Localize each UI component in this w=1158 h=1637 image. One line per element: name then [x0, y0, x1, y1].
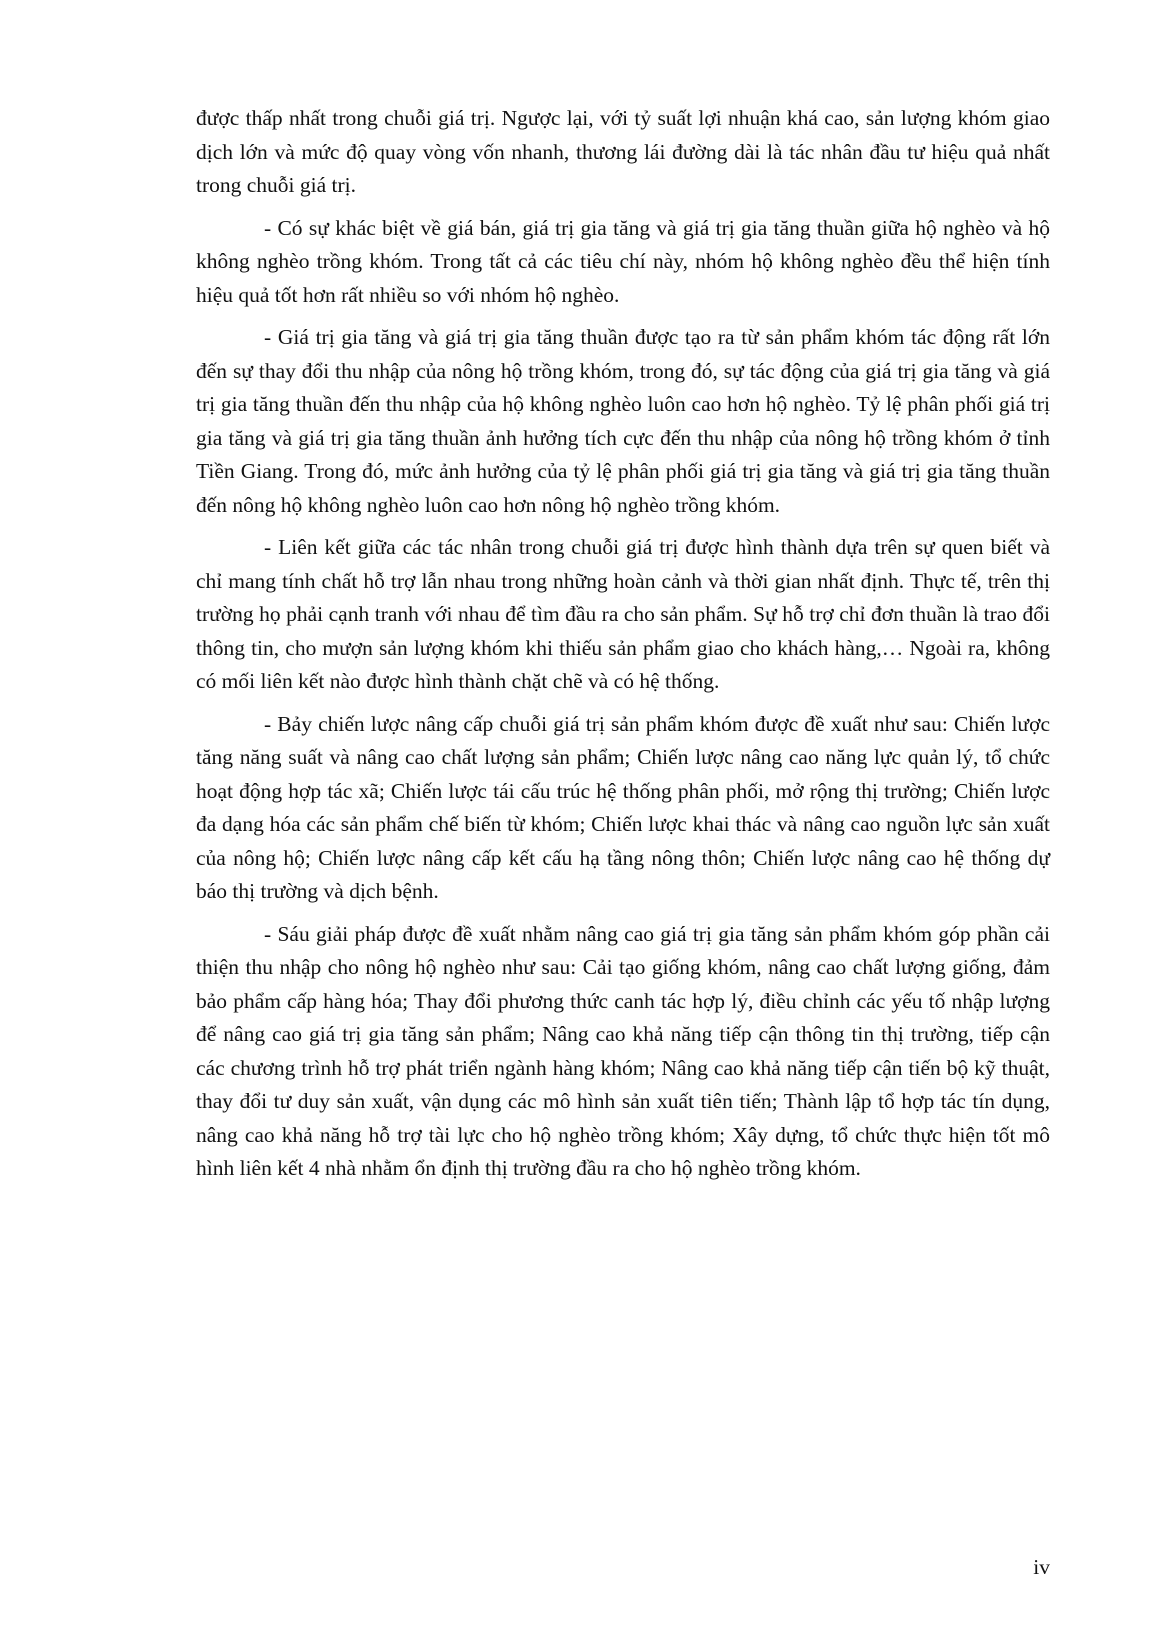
paragraph-continuation: được thấp nhất trong chuỗi giá trị. Ngược lại, với tỷ suất lợi nhuận khá cao, sản lượng khóm giao dịch lớn và mức độ quay vòng vốn nhanh, thương lái đường dài là tác nhân đầu tư hiệu quả nhất trong chuỗi giá trị.	[196, 106, 1050, 197]
paragraph-linkages: - Liên kết giữa các tác nhân trong chuỗi giá trị được hình thành dựa trên sự quen biết và chỉ mang tính chất hỗ trợ lẫn nhau trong những hoàn cảnh và thời gian nhất định. Thực tế, trên thị trường họ phải cạnh tranh với nhau để tìm đầu ra cho sản phẩm. Sự hỗ trợ chỉ đơn thuần là trao đổi thông tin, cho mượn sản lượng khóm khi thiếu sản phẩm giao cho khách hàng,… Ngoài ra, không có mối liên kết nào được hình thành chặt chẽ và có hệ thống.	[196, 535, 1050, 693]
paragraph-value-added-income: - Giá trị gia tăng và giá trị gia tăng thuần được tạo ra từ sản phẩm khóm tác động rất lớn đến sự thay đổi thu nhập của nông hộ trồng khóm, trong đó, sự tác động của giá trị gia tăng và giá trị gia tăng thuần đến thu nhập của hộ không nghèo luôn cao hơn hộ nghèo. Tỷ lệ phân phối giá trị gia tăng và giá trị gia tăng thuần ảnh hưởng tích cực đến thu nhập của nông hộ trồng khóm ở tỉnh Tiền Giang. Trong đó, mức ảnh hưởng của tỷ lệ phân phối giá trị gia tăng và giá trị gia tăng thuần đến nông hộ không nghèo luôn cao hơn nông hộ nghèo trồng khóm.	[196, 325, 1050, 517]
page-number: iv	[1033, 1555, 1050, 1579]
body-text	[196, 102, 1050, 1195]
paragraph-price-difference: - Có sự khác biệt về giá bán, giá trị gia tăng và giá trị gia tăng thuần giữa hộ nghèo và hộ không nghèo trồng khóm. Trong tất cả các tiêu chí này, nhóm hộ không nghèo đều thể hiện tính hiệu quả tốt hơn rất nhiều so với nhóm hộ nghèo.	[196, 215, 1050, 307]
paragraph-upgrade-strategies: - Bảy chiến lược nâng cấp chuỗi giá trị sản phẩm khóm được đề xuất như sau: Chiến lược tăng năng suất và nâng cao chất lượng sản phẩm; Chiến lược nâng cao năng lực quản lý, tổ chức hoạt động hợp tác xã; Chiến lược tái cấu trúc hệ thống phân phối, mở rộng thị trường; Chiến lược đa dạng hóa các sản phẩm chế biến từ khóm; Chiến lược khai thác và nâng cao nguồn lực sản xuất của nông hộ; Chiến lược nâng cấp kết cấu hạ tầng nông thôn; Chiến lược nâng cao hệ thống dự báo thị trường và dịch bệnh.	[196, 711, 1050, 903]
paragraph-solutions: - Sáu giải pháp được đề xuất nhằm nâng cao giá trị gia tăng sản phẩm khóm góp phần cải thiện thu nhập cho nông hộ nghèo như sau: Cải tạo giống khóm, nâng cao chất lượng giống, đảm bảo phẩm cấp hàng hóa; Thay đổi phương thức canh tác hợp lý, điều chỉnh các yếu tố nhập lượng để nâng cao giá trị gia tăng sản phẩm; Nâng cao khả năng tiếp cận thông tin thị trường, tiếp cận các chương trình hỗ trợ phát triển ngành hàng khóm; Nâng cao khả năng tiếp cận tiến bộ kỹ thuật, thay đổi tư duy sản xuất, vận dụng các mô hình sản xuất tiên tiến; Thành lập tổ hợp tác tín dụng, nâng cao khả năng hỗ trợ tài lực cho hộ nghèo trồng khóm; Xây dựng, tổ chức thực hiện tốt mô hình liên kết 4 nhà nhằm ổn định thị trường đầu ra cho hộ nghèo trồng khóm.	[196, 921, 1050, 1180]
